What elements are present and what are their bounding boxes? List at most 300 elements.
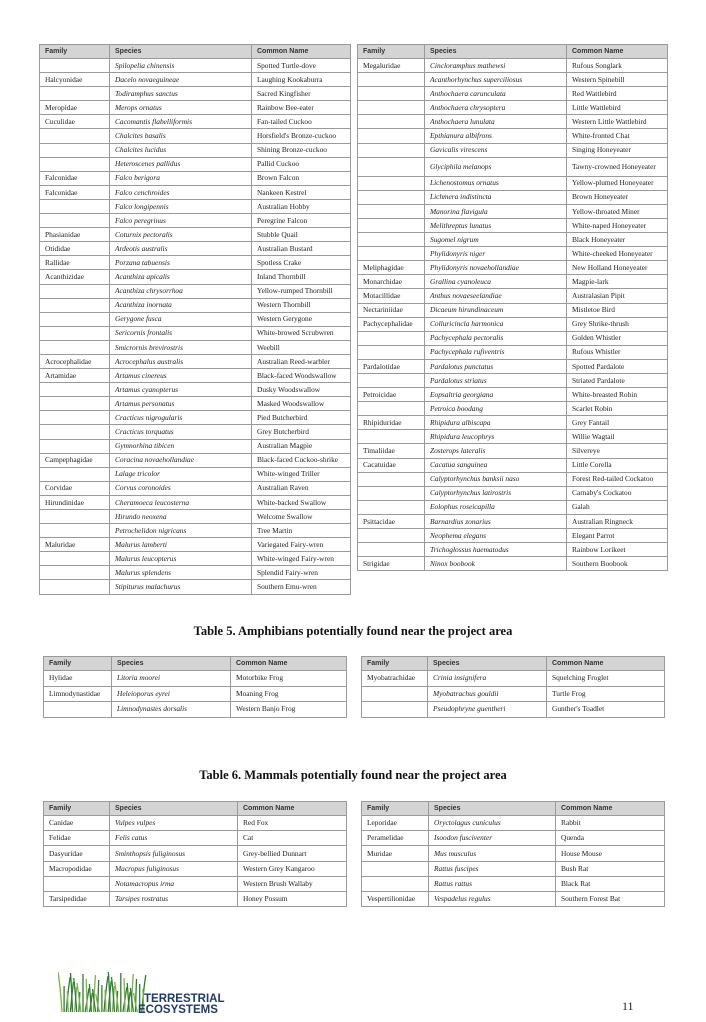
cell-species: Neophema elegans: [425, 529, 567, 543]
cell-common-name: Quenda: [556, 831, 665, 846]
cell-species: Artamus cinereus: [110, 369, 252, 383]
cell-common-name: Black-faced Cuckoo-shrike: [252, 453, 351, 467]
cell-common-name: Grey Fantail: [567, 416, 668, 430]
table-header-row: [362, 657, 665, 671]
table-row: [358, 101, 668, 115]
table-row: [358, 143, 668, 157]
cell-common-name: Stubble Quail: [252, 228, 351, 242]
cell-common-name: Australian Magpie: [252, 439, 351, 453]
table-row: [40, 425, 351, 439]
cell-common-name: Red Fox: [238, 816, 347, 831]
table6-caption: Table 6. Mammals potentially found near the project area: [199, 768, 507, 782]
cell-family: Leporidae: [362, 816, 429, 831]
cell-family: [358, 143, 425, 157]
table-row: [40, 467, 351, 481]
cell-common-name: Yellow-throated Miner: [567, 204, 668, 218]
cell-species: Lalage tricolor: [110, 467, 252, 481]
table-row: [40, 298, 351, 312]
table-row: [40, 326, 351, 340]
cell-family: Dasyuridae: [44, 846, 110, 861]
cell-common-name: Tree Martin: [252, 524, 351, 538]
cell-species: Litoria moorei: [112, 671, 231, 687]
cell-common-name: White-winged Triller: [252, 467, 351, 481]
cell-common-name: Carnaby's Cockatoo: [567, 486, 668, 500]
cell-species: Acanthiza inornata: [110, 298, 252, 312]
cell-common-name: Magpie-lark: [567, 275, 668, 289]
table-row: [44, 702, 347, 718]
table-row: [358, 115, 668, 129]
col-header-species: Species: [110, 802, 238, 816]
cell-common-name: Variegated Fairy-wren: [252, 538, 351, 552]
cell-common-name: White-backed Swallow: [252, 495, 351, 509]
cell-family: [358, 543, 425, 557]
cell-family: Acanthizidae: [40, 270, 110, 284]
cell-species: Glyciphila melanops: [425, 157, 567, 176]
cell-common-name: Nankeen Kestrel: [252, 185, 351, 199]
table-row: [40, 157, 351, 171]
table-row: [40, 383, 351, 397]
cell-species: Acanthorhynchus superciliosus: [425, 73, 567, 87]
cell-common-name: House Mouse: [556, 846, 665, 861]
cell-common-name: Tawny-crowned Honeyeater: [567, 157, 668, 176]
table-row: [40, 143, 351, 157]
cell-family: Psittacidae: [358, 514, 425, 528]
cell-family: Falconidae: [40, 171, 110, 185]
cell-species: Anthochaera lunulata: [425, 115, 567, 129]
table-row: [40, 171, 351, 185]
cell-family: [358, 373, 425, 387]
cell-species: Acrocephalus australis: [110, 354, 252, 368]
cell-family: [40, 340, 110, 354]
table-row: [358, 500, 668, 514]
cell-family: [44, 876, 110, 891]
cell-family: [358, 129, 425, 143]
table-row: [44, 861, 347, 876]
table-row: [362, 846, 665, 861]
cell-family: Timaliidae: [358, 444, 425, 458]
cell-common-name: White-fronted Chat: [567, 129, 668, 143]
cell-family: Petroicidae: [358, 388, 425, 402]
cell-family: Motacillidae: [358, 289, 425, 303]
table-header-row: [362, 802, 665, 816]
col-header-family: Family: [358, 45, 425, 59]
table-row: [358, 176, 668, 190]
cell-species: Artamus cyanopterus: [110, 383, 252, 397]
table-row: [40, 73, 351, 87]
table-row: [358, 275, 668, 289]
col-header-family: Family: [44, 802, 110, 816]
col-header-species: Species: [112, 657, 231, 671]
table-header-row: [358, 45, 668, 59]
cell-species: Cheramoeca leucosterna: [110, 495, 252, 509]
cell-family: [362, 861, 429, 876]
table-row: [40, 115, 351, 129]
cell-common-name: Western Gerygone: [252, 312, 351, 326]
table-row: [40, 284, 351, 298]
cell-family: [40, 214, 110, 228]
table-row: [358, 204, 668, 218]
cell-species: Sericornis frontalis: [110, 326, 252, 340]
cell-species: Cincloramphus mathewsi: [425, 59, 567, 73]
cell-common-name: Pallid Cuckoo: [252, 157, 351, 171]
cell-species: Myobatrachus gouldii: [428, 686, 547, 702]
cell-species: Vespadelus regulus: [429, 891, 556, 906]
col-header-common-name: Common Name: [231, 657, 347, 671]
table-row: [358, 486, 668, 500]
cell-species: Smicrornis brevirostris: [110, 340, 252, 354]
cell-family: Rallidae: [40, 256, 110, 270]
table-row: [40, 510, 351, 524]
col-header-species: Species: [428, 657, 547, 671]
cell-species: Felis catus: [110, 831, 238, 846]
table-row: [358, 529, 668, 543]
cell-species: Pardalotus punctatus: [425, 359, 567, 373]
cell-species: Ninox boobook: [425, 557, 567, 571]
cell-species: Macropus fuliginosus: [110, 861, 238, 876]
cell-common-name: Fan-tailed Cuckoo: [252, 115, 351, 129]
cell-family: [40, 524, 110, 538]
col-header-family: Family: [362, 657, 428, 671]
table-row: [358, 388, 668, 402]
cell-family: Muridae: [362, 846, 429, 861]
birds-table-right: [357, 44, 668, 571]
cell-common-name: Black-faced Woodswallow: [252, 369, 351, 383]
cell-common-name: Little Corella: [567, 458, 668, 472]
amphibians-table-left: [43, 656, 347, 718]
cell-family: Tarsipedidae: [44, 891, 110, 906]
table-row: [44, 686, 347, 702]
table-row: [358, 87, 668, 101]
table-row: [358, 472, 668, 486]
cell-common-name: Sacred Kingfisher: [252, 87, 351, 101]
cell-species: Heleioporus eyrei: [112, 686, 231, 702]
terrestrial-ecosystems-logo: [58, 962, 228, 1016]
cell-family: Pardalotidae: [358, 359, 425, 373]
table-row: [358, 402, 668, 416]
cell-common-name: Elegant Parrot: [567, 529, 668, 543]
cell-common-name: Brown Honeyeater: [567, 190, 668, 204]
cell-family: [358, 331, 425, 345]
cell-species: Cacatua sanguinea: [425, 458, 567, 472]
cell-common-name: Weebill: [252, 340, 351, 354]
table-row: [362, 861, 665, 876]
cell-species: Vulpes vulpes: [110, 816, 238, 831]
cell-family: [40, 59, 110, 73]
cell-common-name: Southern Emu-wren: [252, 580, 351, 594]
cell-family: [362, 686, 428, 702]
cell-common-name: Singing Honeyeater: [567, 143, 668, 157]
cell-common-name: Australian Raven: [252, 481, 351, 495]
cell-species: Eolophus roseicapilla: [425, 500, 567, 514]
cell-common-name: Mistletoe Bird: [567, 303, 668, 317]
cell-family: Maluridae: [40, 538, 110, 552]
table5-caption: Table 5. Amphibians potentially found near the project area: [193, 624, 513, 638]
cell-species: Pseudophryne guentheri: [428, 702, 547, 718]
cell-common-name: Australian Bustard: [252, 242, 351, 256]
table-row: [358, 73, 668, 87]
cell-species: Gavicalis virescens: [425, 143, 567, 157]
table-row: [40, 580, 351, 594]
cell-family: Cuculidae: [40, 115, 110, 129]
cell-common-name: Motorbike Frog: [231, 671, 347, 687]
cell-family: [44, 702, 112, 718]
cell-species: Porzana tabuensis: [110, 256, 252, 270]
cell-family: [358, 115, 425, 129]
grass-blade: [58, 972, 62, 1012]
cell-species: Epthianura albifrons: [425, 129, 567, 143]
cell-family: [358, 157, 425, 176]
table-row: [40, 242, 351, 256]
cell-species: Cacomantis flabelliformis: [110, 115, 252, 129]
table-row: [358, 59, 668, 73]
cell-species: Coracina novaehollandiae: [110, 453, 252, 467]
table-row: [358, 303, 668, 317]
mammals-table-left: [43, 801, 347, 907]
cell-species: Calyptorhynchus banksii naso: [425, 472, 567, 486]
cell-species: Anthochaera carunculata: [425, 87, 567, 101]
table-row: [40, 481, 351, 495]
cell-common-name: Shining Bronze-cuckoo: [252, 143, 351, 157]
col-header-species: Species: [110, 45, 252, 59]
table-row: [358, 317, 668, 331]
cell-family: [358, 233, 425, 247]
col-header-common-name: Common Name: [252, 45, 351, 59]
cell-family: Corvidae: [40, 481, 110, 495]
cell-species: Rhipidura albiscapa: [425, 416, 567, 430]
cell-common-name: Rufous Songlark: [567, 59, 668, 73]
table-row: [40, 199, 351, 213]
table-row: [358, 444, 668, 458]
cell-family: [40, 383, 110, 397]
cell-species: Crinia insignifera: [428, 671, 547, 687]
col-header-species: Species: [425, 45, 567, 59]
cell-common-name: Laughing Kookaburra: [252, 73, 351, 87]
table-row: [44, 816, 347, 831]
cell-common-name: Cat: [238, 831, 347, 846]
cell-family: Artamidae: [40, 369, 110, 383]
table-row: [40, 552, 351, 566]
cell-common-name: Western Little Wattlebird: [567, 115, 668, 129]
cell-family: [358, 73, 425, 87]
table-row: [40, 87, 351, 101]
cell-family: [358, 529, 425, 543]
cell-species: Hirundo neoxena: [110, 510, 252, 524]
cell-family: [358, 176, 425, 190]
col-header-common-name: Common Name: [238, 802, 347, 816]
cell-species: Ardeotis australis: [110, 242, 252, 256]
logo-line2: ECOSYSTEMS: [138, 1004, 218, 1016]
cell-common-name: Red Wattlebird: [567, 87, 668, 101]
cell-species: Calyptorhynchus latirostris: [425, 486, 567, 500]
cell-common-name: Dusky Woodswallow: [252, 383, 351, 397]
cell-common-name: Western Thornbill: [252, 298, 351, 312]
table-header-row: [44, 802, 347, 816]
cell-common-name: Australian Reed-warbler: [252, 354, 351, 368]
cell-family: Hirundinidae: [40, 495, 110, 509]
cell-species: Merops ornatus: [110, 101, 252, 115]
cell-common-name: Grey Shrike-thrush: [567, 317, 668, 331]
cell-family: Megaluridae: [358, 59, 425, 73]
cell-family: [358, 345, 425, 359]
table-row: [358, 557, 668, 571]
cell-common-name: White-cheeked Honeyeater: [567, 247, 668, 261]
cell-family: Nectariniidae: [358, 303, 425, 317]
cell-species: Grallina cyanoleuca: [425, 275, 567, 289]
cell-common-name: Moaning Frog: [231, 686, 347, 702]
cell-common-name: Willie Wagtail: [567, 430, 668, 444]
cell-family: [40, 439, 110, 453]
cell-common-name: Western Banjo Frog: [231, 702, 347, 718]
table-row: [358, 543, 668, 557]
cell-family: [40, 425, 110, 439]
cell-common-name: Black Rat: [556, 876, 665, 891]
col-header-common-name: Common Name: [567, 45, 668, 59]
table-row: [358, 289, 668, 303]
cell-species: Malurus lamberti: [110, 538, 252, 552]
table-row: [358, 261, 668, 275]
cell-species: Falco longipennis: [110, 199, 252, 213]
cell-species: Pardalotus striatus: [425, 373, 567, 387]
cell-family: Peramelidae: [362, 831, 429, 846]
cell-species: Malurus leucopterus: [110, 552, 252, 566]
col-header-species: Species: [429, 802, 556, 816]
cell-common-name: Southern Forest Bat: [556, 891, 665, 906]
cell-common-name: Rabbit: [556, 816, 665, 831]
cell-species: Spilopelia chinensis: [110, 59, 252, 73]
cell-common-name: Turtle Frog: [547, 686, 665, 702]
cell-species: Artamus personatus: [110, 397, 252, 411]
cell-common-name: White-breasted Robin: [567, 388, 668, 402]
logo-line1: TERRESTRIAL: [144, 993, 225, 1005]
table-row: [40, 312, 351, 326]
cell-species: Barnardius zonarius: [425, 514, 567, 528]
cell-species: Lichmera indistincta: [425, 190, 567, 204]
cell-family: Falconidae: [40, 185, 110, 199]
cell-common-name: Rufous Whistler: [567, 345, 668, 359]
cell-species: Notamacropus irma: [110, 876, 238, 891]
cell-family: [358, 472, 425, 486]
table-row: [362, 686, 665, 702]
cell-common-name: Masked Woodswallow: [252, 397, 351, 411]
table-row: [358, 218, 668, 232]
cell-family: [40, 157, 110, 171]
cell-species: Zosterops lateralis: [425, 444, 567, 458]
cell-common-name: Gunther's Toadlet: [547, 702, 665, 718]
table-row: [40, 59, 351, 73]
cell-family: Hylidae: [44, 671, 112, 687]
table-header-row: [44, 657, 347, 671]
cell-species: Trichoglossus haematodus: [425, 543, 567, 557]
cell-species: Mus musculus: [429, 846, 556, 861]
cell-common-name: Honey Possum: [238, 891, 347, 906]
table-row: [44, 891, 347, 906]
table-row: [40, 228, 351, 242]
cell-common-name: Silvereye: [567, 444, 668, 458]
col-header-common-name: Common Name: [547, 657, 665, 671]
cell-family: [358, 101, 425, 115]
cell-species: Falco cenchroides: [110, 185, 252, 199]
table-row: [362, 831, 665, 846]
table-row: [40, 538, 351, 552]
cell-common-name: Horsfield's Bronze-cuckoo: [252, 129, 351, 143]
table-row: [40, 185, 351, 199]
cell-common-name: Bush Rat: [556, 861, 665, 876]
cell-common-name: Grey Butcherbird: [252, 425, 351, 439]
cell-common-name: Spotted Pardalote: [567, 359, 668, 373]
table-row: [358, 331, 668, 345]
cell-common-name: Black Honeyeater: [567, 233, 668, 247]
cell-family: [358, 500, 425, 514]
cell-species: Dacelo novaeguineae: [110, 73, 252, 87]
cell-species: Stipiturus malachurus: [110, 580, 252, 594]
cell-family: [358, 402, 425, 416]
table-row: [40, 495, 351, 509]
cell-species: Todiramphus sanctus: [110, 87, 252, 101]
table-row: [358, 430, 668, 444]
cell-family: Halcyonidae: [40, 73, 110, 87]
cell-family: [40, 566, 110, 580]
table-row: [40, 354, 351, 368]
col-header-family: Family: [40, 45, 110, 59]
cell-common-name: Grey-bellied Dunnart: [238, 846, 347, 861]
cell-family: Limnodynastidae: [44, 686, 112, 702]
table-row: [358, 129, 668, 143]
cell-species: Chalcites basalis: [110, 129, 252, 143]
cell-family: [40, 312, 110, 326]
table-row: [40, 129, 351, 143]
table-row: [40, 270, 351, 284]
cell-family: [362, 876, 429, 891]
table-row: [362, 702, 665, 718]
cell-common-name: White-naped Honeyeater: [567, 218, 668, 232]
cell-family: Campephagidae: [40, 453, 110, 467]
cell-common-name: Western Grey Kangaroo: [238, 861, 347, 876]
table-row: [40, 566, 351, 580]
cell-species: Melithreptus lunatus: [425, 218, 567, 232]
table-row: [40, 101, 351, 115]
cell-species: Rattus fuscipes: [429, 861, 556, 876]
cell-common-name: Striated Pardalote: [567, 373, 668, 387]
cell-common-name: Australian Hobby: [252, 199, 351, 213]
table-row: [358, 190, 668, 204]
cell-common-name: Australian Ringneck: [567, 514, 668, 528]
cell-common-name: Welcome Swallow: [252, 510, 351, 524]
cell-species: Anthochaera chrysoptera: [425, 101, 567, 115]
cell-common-name: Galah: [567, 500, 668, 514]
cell-family: Acrocephalidae: [40, 354, 110, 368]
cell-species: Oryctolagus cuniculus: [429, 816, 556, 831]
cell-family: Felidae: [44, 831, 110, 846]
cell-family: [40, 411, 110, 425]
table-row: [44, 671, 347, 687]
table-row: [358, 514, 668, 528]
cell-species: Cracticus nigrogularis: [110, 411, 252, 425]
table-row: [40, 439, 351, 453]
table-row: [40, 256, 351, 270]
cell-common-name: Splendid Fairy-wren: [252, 566, 351, 580]
cell-common-name: Inland Thornbill: [252, 270, 351, 284]
cell-family: Strigidae: [358, 557, 425, 571]
cell-common-name: Rainbow Lorikeet: [567, 543, 668, 557]
cell-species: Gerygone fusca: [110, 312, 252, 326]
table-row: [358, 233, 668, 247]
cell-common-name: Golden Whistler: [567, 331, 668, 345]
cell-common-name: Yellow-plumed Honeyeater: [567, 176, 668, 190]
cell-common-name: Yellow-rumped Thornbill: [252, 284, 351, 298]
cell-species: Falco peregrinus: [110, 214, 252, 228]
cell-common-name: White-winged Fairy-wren: [252, 552, 351, 566]
table-row: [362, 876, 665, 891]
